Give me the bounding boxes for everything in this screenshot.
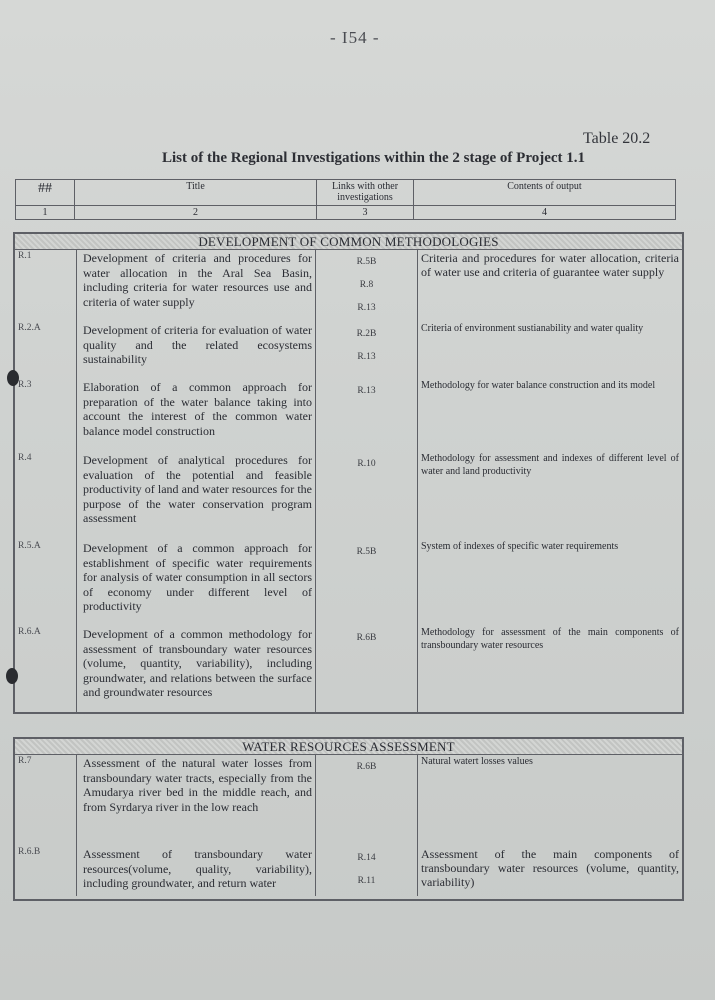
section-table: [15, 250, 682, 714]
table-row: [15, 846, 682, 896]
table-row: [15, 626, 682, 714]
row-number: R.7: [15, 755, 77, 846]
link-ref: R.2B: [356, 329, 377, 339]
header-table: [15, 179, 676, 220]
punch-hole: [6, 668, 18, 684]
page-title: List of the Regional Investigations within the 2 stage of Project 1.1: [162, 150, 586, 166]
row-title: Development of criteria for evaluation of water quality and the related ecosystems sustainability: [77, 322, 316, 379]
section-common-methodologies: [13, 232, 684, 714]
col-number: 1: [16, 206, 75, 220]
table-row: [15, 755, 682, 846]
link-ref: R.13: [357, 303, 376, 313]
table-row: [15, 379, 682, 452]
table-row: [15, 322, 682, 379]
col-number: 3: [317, 206, 414, 220]
section-water-resources: [13, 737, 684, 901]
row-number: R.3: [15, 379, 77, 452]
punch-hole: [7, 370, 19, 386]
row-number: R.5.A: [15, 540, 77, 626]
row-output: Criteria and procedures for water allocation, criteria of water use and criteria of guarantee water supply: [418, 250, 683, 322]
row-links: [316, 379, 418, 452]
link-ref: R.6B: [356, 633, 377, 643]
row-number: R.4: [15, 452, 77, 540]
row-output: Natural watert losses values: [418, 755, 683, 846]
link-ref: R.13: [357, 386, 376, 396]
table-row: [15, 250, 682, 322]
col-number: 4: [414, 206, 676, 220]
row-title: Development of analytical procedures for evaluation of the potential and feasible productivity of land and water resources for the purpose of the water conservation program assessment: [77, 452, 316, 540]
row-title: Assessment of the natural water losses from transboundary water tracts, especially from the Amudarya river bed in the middle reach, and from Syrdarya river in the low reach: [77, 755, 316, 846]
col-header-output: Contents of output: [414, 180, 676, 206]
section-title: DEVELOPMENT OF COMMON METHODOLOGIES: [15, 234, 682, 250]
row-links: [316, 540, 418, 626]
col-header-links: Links with other investigations: [317, 180, 414, 206]
row-links: [316, 452, 418, 540]
row-number: R.1: [15, 250, 77, 322]
link-ref: R.8: [359, 280, 374, 290]
section-table: [15, 755, 682, 896]
row-number: R.2.A: [15, 322, 77, 379]
row-output: Criteria of environment sustianability and water quality: [418, 322, 683, 379]
link-ref: R.11: [357, 876, 376, 886]
row-title: Elaboration of a common approach for preparation of the water balance taking into account the interest of the common water balance model construction: [77, 379, 316, 452]
row-output: Methodology for assessment and indexes of different level of water and land productivity: [418, 452, 683, 540]
row-title: Development of a common approach for establishment of specific water requirements for analysis of water consumption in all sectors of economy under different level of productivity: [77, 540, 316, 626]
row-title: Assessment of transboundary water resources(volume, quality, variability), including groundwater, and return water: [77, 846, 316, 896]
table-row: [15, 540, 682, 626]
row-output: Methodology for water balance construction and its model: [418, 379, 683, 452]
link-ref: R.10: [357, 459, 376, 469]
link-ref: R.14: [357, 853, 376, 863]
row-links: [316, 755, 418, 846]
row-links: [316, 626, 418, 714]
link-ref: R.5B: [356, 257, 377, 267]
link-ref: R.13: [357, 352, 376, 362]
row-links: [316, 846, 418, 896]
link-ref: R.6B: [356, 762, 377, 772]
row-title: Development of a common methodology for assessment of transboundary water resources (volume, quantity, variability), including groundwater, and relations between the surface and groundwater resources: [77, 626, 316, 714]
section-title: WATER RESOURCES ASSESSMENT: [15, 739, 682, 755]
row-number: R.6.B: [15, 846, 77, 896]
col-header-num: ##: [16, 180, 75, 206]
link-ref: R.5B: [356, 547, 377, 557]
row-number: R.6.A: [15, 626, 77, 714]
row-links: [316, 250, 418, 322]
table-row: [15, 452, 682, 540]
row-output: Assessment of the main components of transboundary water resources (volume, quantity, variability): [418, 846, 683, 896]
row-output: System of indexes of specific water requirements: [418, 540, 683, 626]
row-output: Methodology for assessment of the main components of transboundary water resources: [418, 626, 683, 714]
col-header-title: Title: [75, 180, 317, 206]
col-number: 2: [75, 206, 317, 220]
table-label: Table 20.2: [583, 130, 651, 147]
row-links: [316, 322, 418, 379]
page-number: - I54 -: [330, 28, 380, 47]
row-title: Development of criteria and procedures for water allocation in the Aral Sea Basin, including criteria for water resources use and criteria of water supply: [77, 250, 316, 322]
